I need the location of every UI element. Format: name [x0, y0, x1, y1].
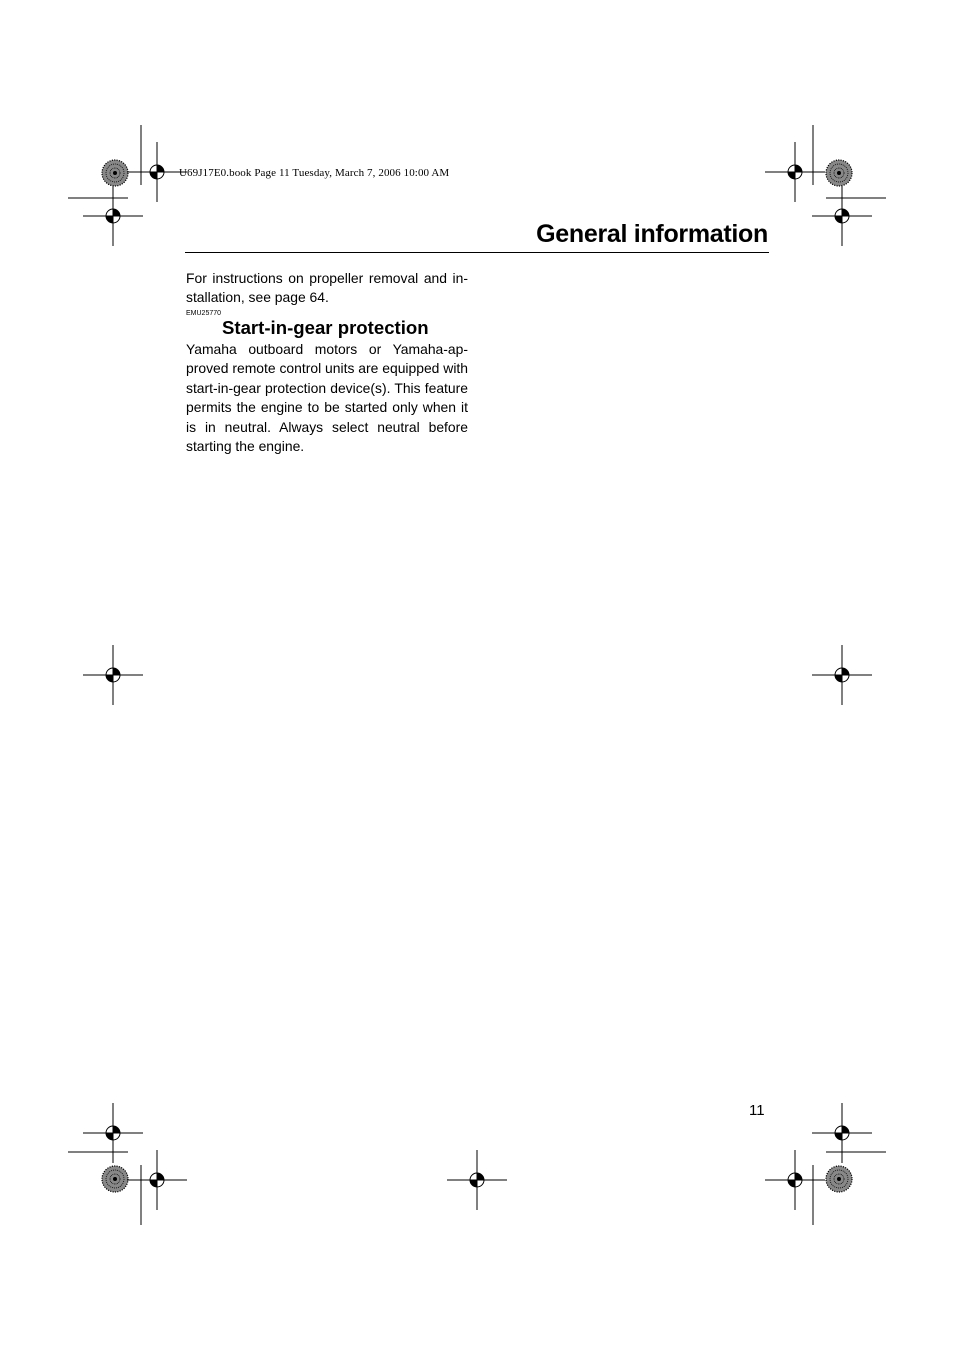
crosshair-registration-icon [447, 1150, 507, 1210]
crosshair-registration-icon [83, 186, 143, 246]
sunburst-target-icon [102, 160, 128, 186]
crosshair-registration-icon [812, 1103, 872, 1163]
print-slug: U69J17E0.book Page 11 Tuesday, March 7, 2006 10:00 AM [179, 167, 450, 179]
crosshair-registration-icon [127, 142, 187, 202]
crop-mark [68, 1152, 141, 1225]
intro-paragraph: For instructions on propeller removal and in-stallation, see page 64. [186, 270, 468, 306]
crop-mark [68, 125, 141, 198]
crosshair-registration-icon [83, 645, 143, 705]
crosshair-registration-icon [765, 1150, 825, 1210]
crosshair-registration-icon [812, 186, 872, 246]
crosshair-registration-icon [127, 1150, 187, 1210]
sunburst-target-icon [826, 1166, 852, 1192]
section-heading: Start-in-gear protection [222, 317, 429, 338]
page-title: General information [536, 220, 768, 248]
page-number: 11 [749, 1102, 765, 1119]
crop-mark [813, 1152, 886, 1225]
section-code: EMU25770 [186, 310, 222, 317]
crosshair-registration-icon [83, 1103, 143, 1163]
sunburst-target-icon [102, 1166, 128, 1192]
sunburst-target-icon [826, 160, 852, 186]
section-body: Yamaha outboard motors or Yamaha-ap-proved remote control units are equipped with start-in-gear protection device(s). This feature permits the engine to be started only when it is in neutral. Always select neutral before starting the engine. [186, 341, 468, 455]
crosshair-registration-icon [765, 142, 825, 202]
crosshair-registration-icon [812, 645, 872, 705]
crop-mark [813, 125, 886, 198]
